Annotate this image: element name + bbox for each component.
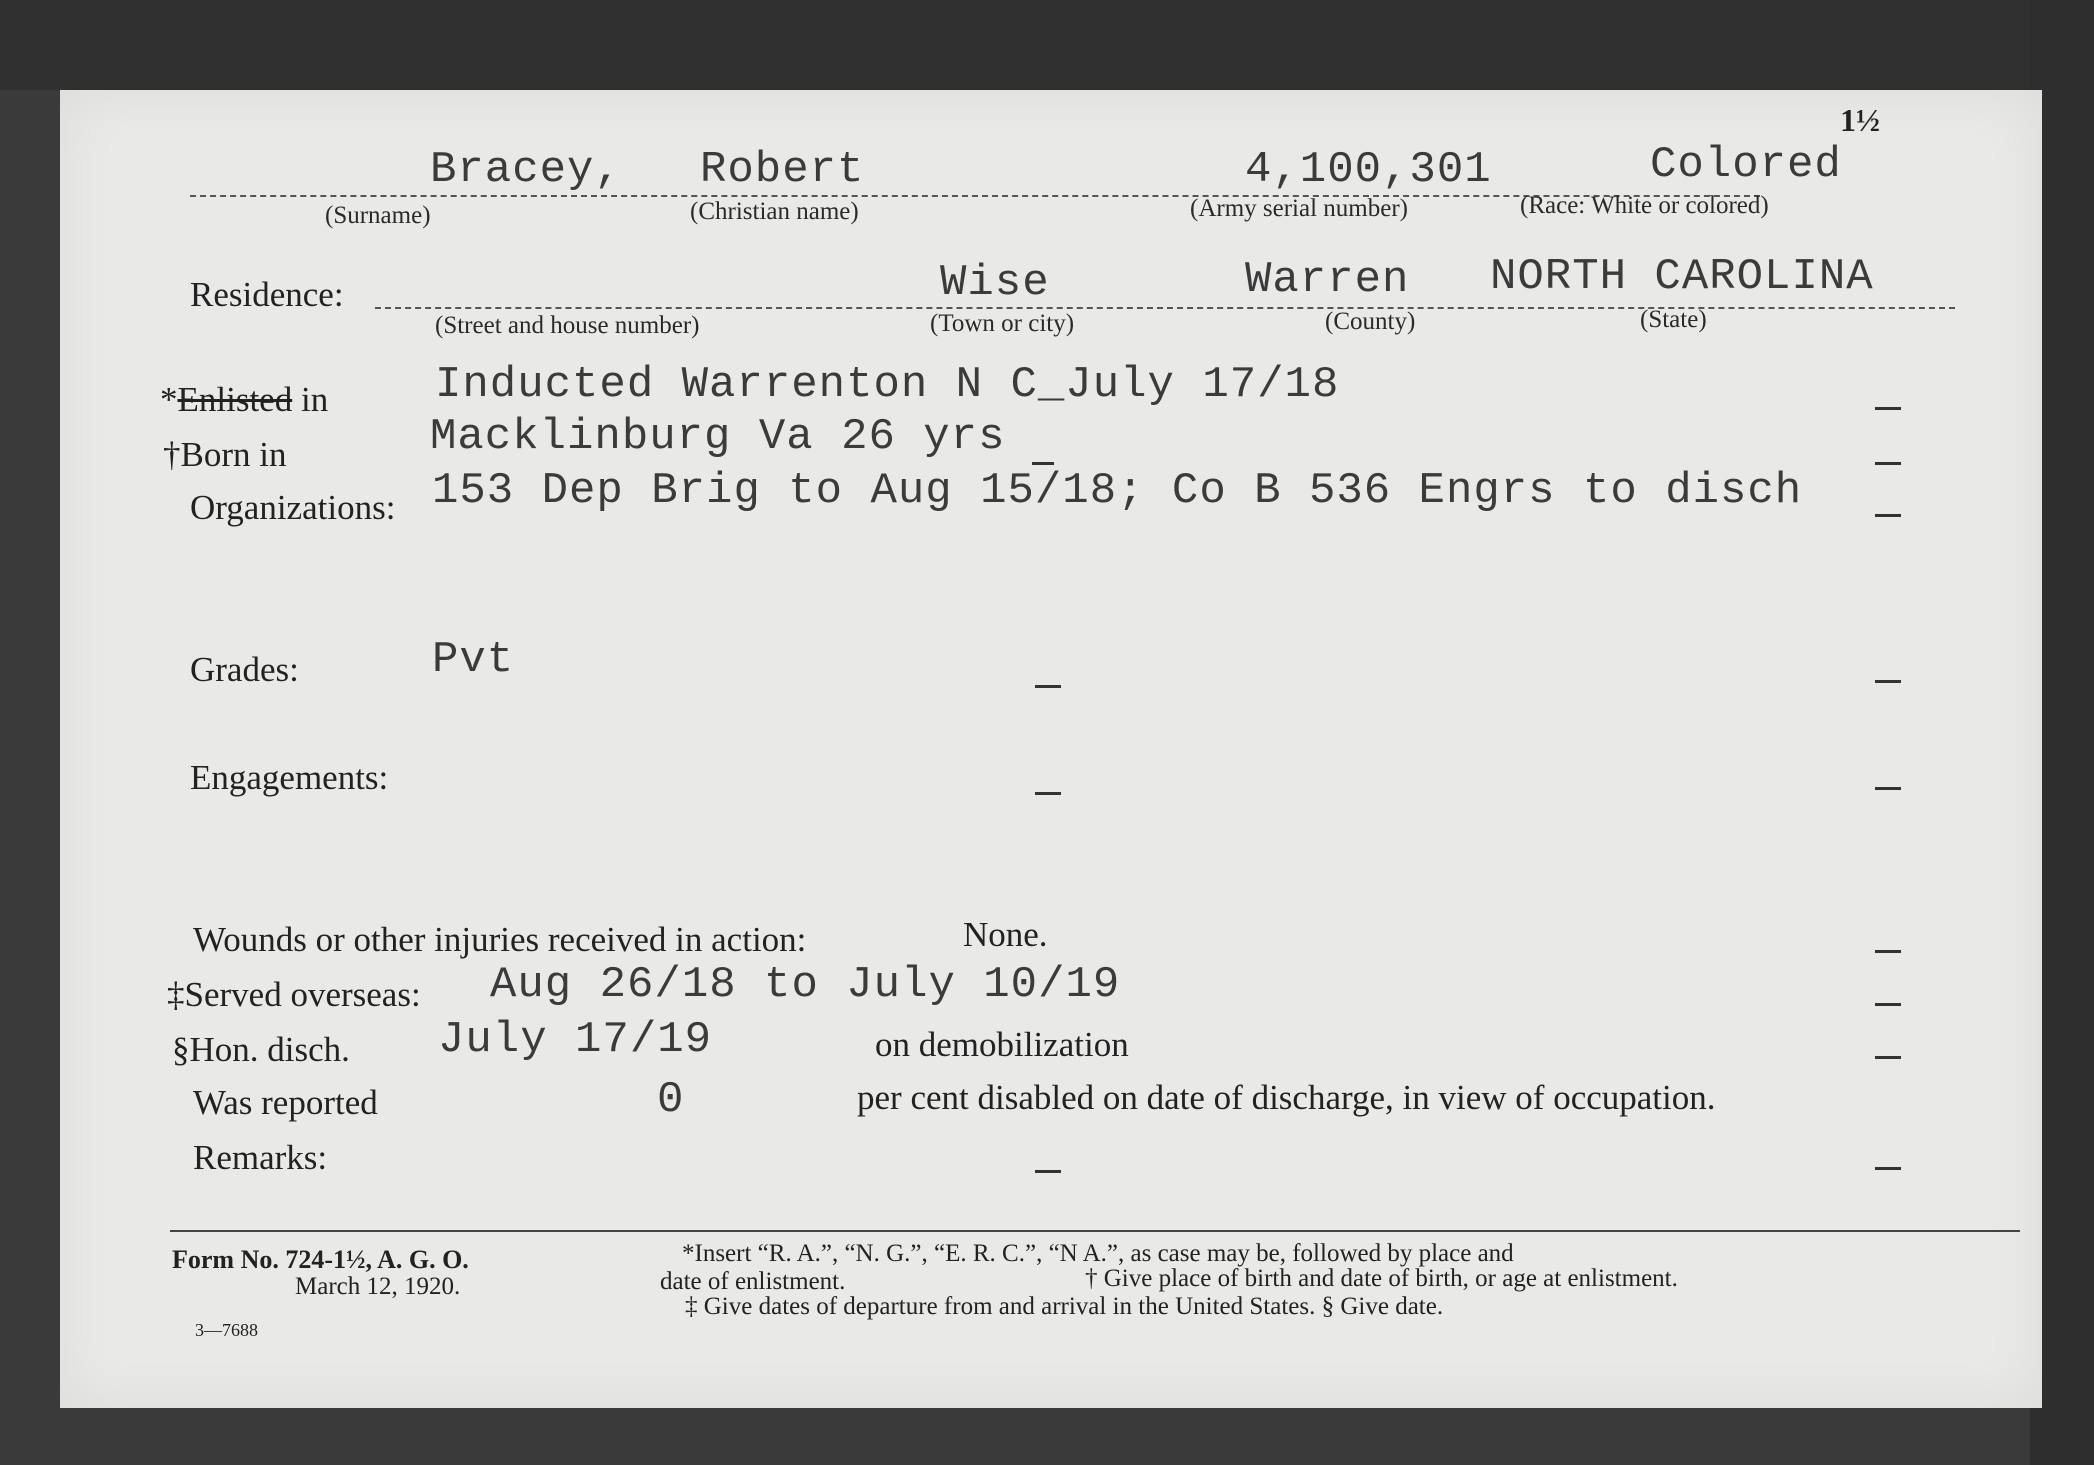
enlisted-value: Inducted Warrenton N C_July 17/18 <box>435 360 1340 410</box>
enlisted-mark: * <box>160 380 178 419</box>
footnote-line-3: ‡ Give dates of departure from and arrival in the United States. § Give date. <box>685 1293 1444 1320</box>
overseas-label: ‡Served overseas: <box>167 975 421 1014</box>
footer-rule <box>170 1230 2020 1232</box>
residence-label: Residence: <box>190 275 344 314</box>
born-underline <box>1032 462 1054 465</box>
organizations-label: Organizations: <box>190 488 396 527</box>
enlisted-struck-word: Enlisted <box>177 380 293 419</box>
reported-text: per cent disabled on date of discharge, in view of occupation. <box>857 1078 1716 1117</box>
born-value: Macklinburg Va 26 yrs <box>430 412 1006 462</box>
print-code: 3—7688 <box>195 1320 258 1340</box>
race-caption: (Race: White or colored) <box>1520 192 1769 219</box>
grades-label: Grades: <box>190 650 299 689</box>
footnote-line-2b: † Give place of birth and date of birth, or age at enlistment. <box>1085 1265 1678 1292</box>
engagements-mid-dash <box>1035 792 1061 795</box>
form-number: Form No. 724-1½, A. G. O. <box>172 1245 469 1274</box>
grades-dash <box>1875 680 1901 683</box>
scanner-background-top <box>0 0 2094 90</box>
remarks-label: Remarks: <box>193 1138 328 1177</box>
wounds-value: None. <box>963 915 1048 954</box>
residence-county-value: Warren <box>1245 255 1410 305</box>
serial-number-value: 4,100,301 <box>1245 145 1492 195</box>
organizations-value: 153 Dep Brig to Aug 15/18; Co B 536 Engrs to disch <box>432 466 1803 516</box>
wounds-dash <box>1875 950 1901 953</box>
remarks-mid-dash <box>1035 1170 1061 1173</box>
residence-line <box>375 307 1955 309</box>
discharge-note: on demobilization <box>875 1025 1129 1064</box>
reported-value: 0 <box>657 1075 685 1125</box>
christian-name-value: Robert <box>700 145 865 195</box>
reported-label: Was reported <box>193 1083 378 1122</box>
organizations-dash <box>1875 514 1901 517</box>
footnote-line-1: *Insert “R. A.”, “N. G.”, “E. R. C.”, “N A.”, as case may be, followed by place and <box>682 1240 1514 1267</box>
street-caption: (Street and house number) <box>435 312 700 339</box>
grades-value: Pvt <box>432 635 515 685</box>
record-card <box>60 90 2042 1408</box>
surname-caption: (Surname) <box>325 202 431 229</box>
christian-name-caption: (Christian name) <box>690 198 859 225</box>
race-value: Colored <box>1650 140 1842 190</box>
overseas-dash <box>1875 1003 1901 1006</box>
discharge-dash <box>1875 1056 1901 1059</box>
residence-town-value: Wise <box>940 258 1050 308</box>
discharge-label: §Hon. disch. <box>172 1030 350 1069</box>
enlisted-in: in <box>300 380 329 419</box>
overseas-value: Aug 26/18 to July 10/19 <box>490 960 1121 1010</box>
remarks-dash <box>1875 1167 1901 1170</box>
wounds-label: Wounds or other injuries received in action: <box>193 920 807 959</box>
engagements-dash <box>1875 787 1901 790</box>
grades-mid-dash <box>1035 685 1061 688</box>
surname-value: Bracey, <box>430 145 622 195</box>
enlisted-label <box>160 380 328 420</box>
born-dash <box>1875 462 1901 465</box>
form-date: March 12, 1920. <box>295 1273 461 1300</box>
discharge-value: July 17/19 <box>438 1015 713 1065</box>
page-marker: 1½ <box>1840 102 1880 138</box>
born-label: †Born in <box>163 435 287 474</box>
state-caption: (State) <box>1640 306 1707 333</box>
serial-number-caption: (Army serial number) <box>1190 195 1408 222</box>
enlisted-dash <box>1875 407 1901 410</box>
engagements-label: Engagements: <box>190 758 389 797</box>
town-caption: (Town or city) <box>930 310 1075 337</box>
footnote-line-2a: date of enlistment. <box>660 1268 846 1295</box>
county-caption: (County) <box>1325 308 1416 335</box>
residence-state-value: NORTH CAROLINA <box>1490 252 1874 302</box>
